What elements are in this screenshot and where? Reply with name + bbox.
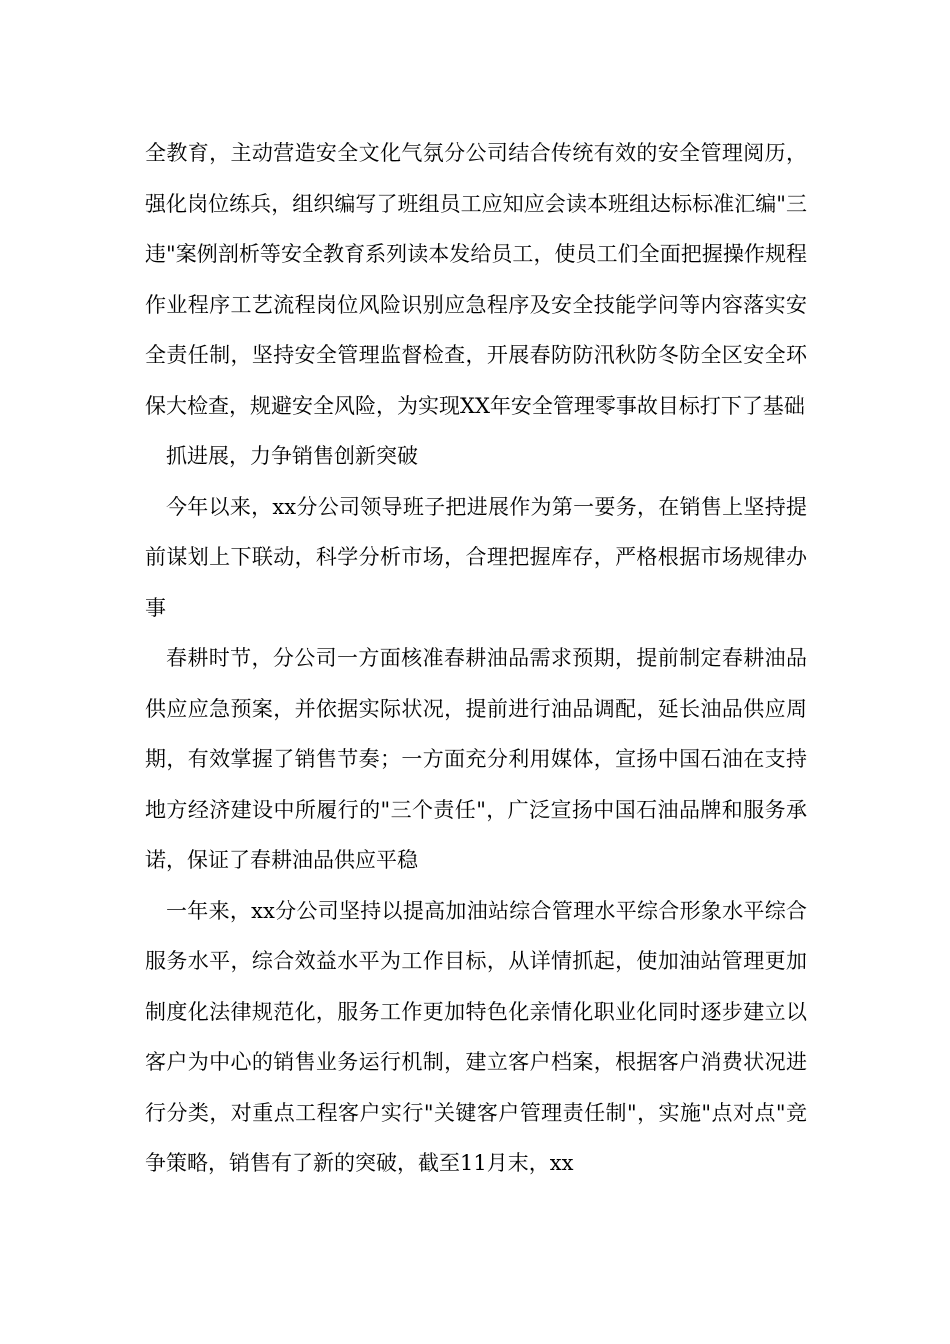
section-heading-sales: 抓进展，力争销售创新突破 bbox=[166, 444, 418, 468]
paragraph-5: 一年来，xx分公司坚持以提高加油站综合管理水平综合形象水平综合服务水平，综合效益水平为工作目标，从详情抓起，使加油站管理更加制度化法律规范化，服务工作更加特色化亲情化职业化同时逐步建立以客户为中心的销售业务运行机制，建立客户档案，根据客户消费状况进行分类，对重点工程客户实行"关键客户管理责任制"，实施"点对点"竞争策略，销售有了新的突破，截至11月末，xx bbox=[145, 898, 807, 1175]
document-body bbox=[145, 128, 807, 1189]
paragraph-3: 今年以来，xx分公司领导班子把进展作为第一要务，在销售上坚持提前谋划上下联动，科学分析市场，合理把握库存，严格根据市场规律办事 bbox=[145, 494, 807, 620]
paragraph-4: 春耕时节，分公司一方面核准春耕油品需求预期，提前制定春耕油品供应应急预案，并依据实际状况，提前进行油品调配，延长油品供应周期，有效掌握了销售节奏；一方面充分利用媒体，宣扬中国石油在支持地方经济建设中所履行的"三个责任"，广泛宣扬中国石油品牌和服务承诺，保证了春耕油品供应平稳 bbox=[145, 646, 807, 872]
paragraph-1: 全教育，主动营造安全文化气氛分公司结合传统有效的安全管理阅历，强化岗位练兵，组织编写了班组员工应知应会读本班组达标标准汇编"三违"案例剖析等安全教育系列读本发给员工，使员工们全面把握操作规程作业程序工艺流程岗位风险识别应急程序及安全技能学问等内容落实安全责任制，坚持安全管理监督检查，开展春防防汛秋防冬防全区安全环保大检查，规避安全风险，为实现XX年安全管理零事故目标打下了基础 bbox=[145, 141, 807, 418]
